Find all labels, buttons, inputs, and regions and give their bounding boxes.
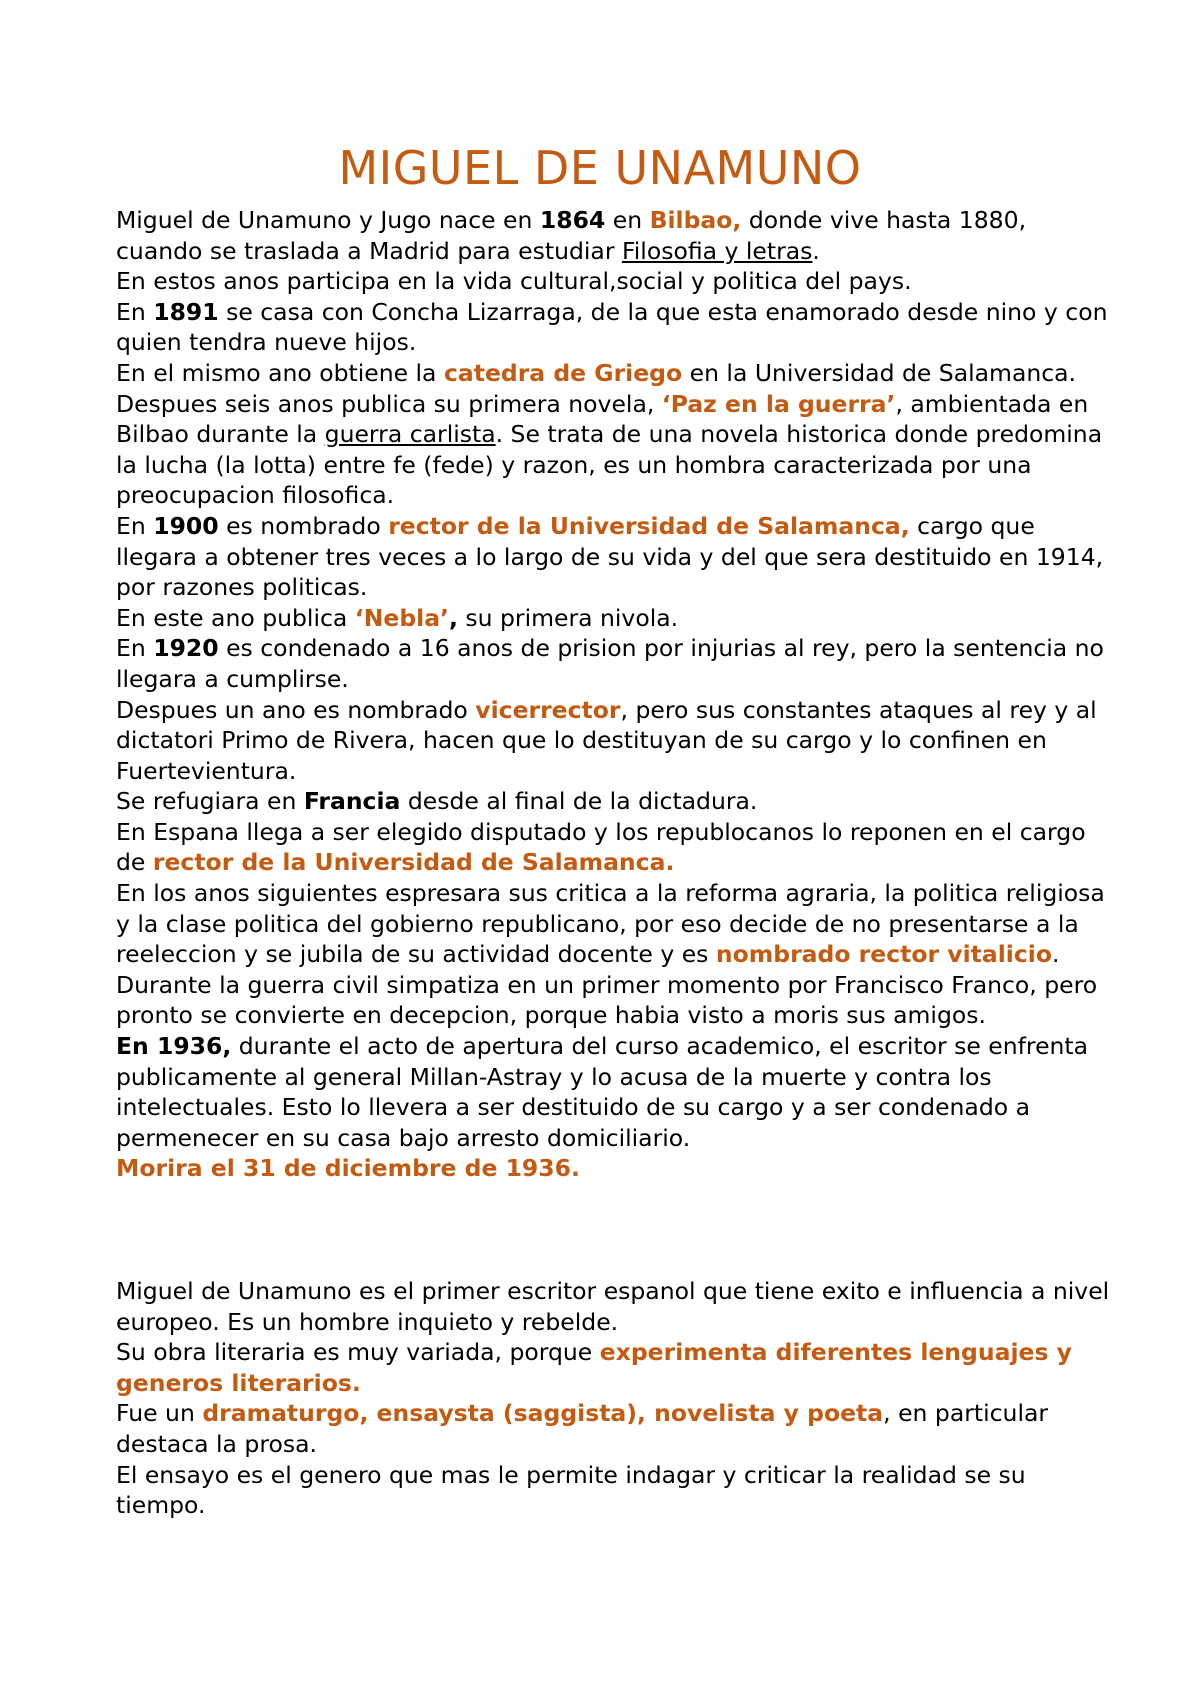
document-body	[116, 205, 1116, 1521]
text-run: , ambientada en Bilbao durante la	[116, 389, 1089, 449]
text-run: En el mismo ano obtiene la	[116, 358, 444, 387]
highlight-text: Bilbao,	[649, 206, 742, 234]
paragraph	[116, 358, 1116, 389]
highlight-text: vicerrector	[475, 695, 621, 724]
text-run: En los anos siguientes espresara sus critica a la reforma agraria, la politica religiosa y la clase politica del gobierno republicano, por eso decide de no presentarse a la reeleccion y se jubila de su actividad docente y es	[116, 879, 1105, 969]
paragraph	[116, 878, 1116, 970]
text-run: durante el acto de apertura del curso academico, el escritor se enfrenta publicamente al general Millan-Astray y lo acusa de la muerte y contra los intelectuales. Esto lo llevera a ser destituido de su cargo y a ser condenado a permenecer en su casa bajo arresto domiciliario.	[116, 1032, 1089, 1152]
text-run: cargo que llegara a obtener tres veces a lo largo de su vida y del que sera destituido en 1914, por razones politicas.	[116, 511, 1104, 602]
highlight-text: ‘Nebla’	[354, 603, 449, 632]
paragraph	[116, 1460, 1116, 1521]
paragraph	[116, 1337, 1116, 1398]
text-run: donde vive hasta 1880, cuando se traslada a Madrid para estudiar	[116, 206, 1027, 265]
highlight-text: Morira el 31 de diciembre de 1936.	[116, 1154, 580, 1183]
text-run: El ensayo es el genero que mas le permite indagar y criticar la realidad se su tiempo.	[116, 1460, 1026, 1520]
paragraph	[116, 786, 1116, 817]
paragraph	[116, 695, 1116, 787]
text-run: en	[605, 206, 650, 234]
bold-text: 1900	[153, 511, 219, 540]
highlight-text: nombrado rector vitalicio	[715, 940, 1052, 969]
paragraph	[116, 1031, 1116, 1153]
text-run: En	[116, 634, 154, 663]
text-run: Fue un	[116, 1399, 203, 1428]
text-run: en la Universidad de Salamanca.	[682, 358, 1077, 387]
text-run: Se refugiara en	[116, 787, 304, 816]
highlight-text: ‘Paz en la guerra’	[661, 389, 896, 418]
paragraph	[116, 633, 1116, 694]
text-run: , en particular destaca la prosa.	[116, 1399, 1049, 1458]
paragraph	[116, 1398, 1116, 1459]
text-run: su primera nivola.	[457, 603, 679, 632]
paragraph	[116, 297, 1116, 358]
text-run: Miguel de Unamuno es el primer escritor espanol que tiene exito e influencia a nivel europeo. Es un hombre inquieto y rebelde.	[116, 1277, 1110, 1336]
paragraph	[116, 1153, 1116, 1184]
paragraph	[116, 511, 1116, 603]
underlined-text: Filosofia y letras	[621, 236, 813, 265]
paragraph	[116, 1276, 1116, 1337]
highlight-text: catedra de Griego	[443, 358, 683, 387]
paragraph	[116, 266, 1116, 297]
text-run: Despues un ano es nombrado	[116, 695, 476, 724]
document-title: MIGUEL DE UNAMUNO	[338, 141, 862, 195]
text-run: .	[1052, 940, 1060, 969]
paragraph	[116, 205, 1116, 266]
text-run: desde al final de la dictadura.	[400, 787, 758, 816]
text-run: Durante la guerra civil simpatiza en un primer momento por Francisco Franco, pero pronto se convierte en decepcion, porque habia visto a moris sus amigos.	[116, 970, 1098, 1030]
bold-text: 1920	[153, 634, 219, 663]
text-run: En	[116, 297, 154, 326]
paragraph	[116, 970, 1116, 1031]
text-run: Despues seis anos publica su primera novela,	[116, 389, 662, 418]
highlight-text: experimenta diferentes lenguajes y generos literarios.	[116, 1338, 1072, 1397]
bold-text: 1891	[153, 297, 219, 326]
text-run: En estos anos participa en la vida cultural,social y politica del pays.	[116, 267, 912, 296]
text-run: es nombrado	[218, 511, 389, 540]
paragraph-spacer	[116, 1184, 1116, 1276]
text-run: Miguel de Unamuno y Jugo nace en	[116, 206, 540, 234]
text-run: se casa con Concha Lizarraga, de la que esta enamorado desde nino y con quien tendra nueve hijos.	[116, 297, 1108, 357]
bold-text: Francia	[303, 787, 401, 816]
highlight-text: rector de la Universidad de Salamanca.	[152, 848, 675, 877]
highlight-text: rector de la Universidad de Salamanca,	[388, 511, 910, 540]
text-run: En Espana llega a ser elegido disputado y los republocanos lo reponen en el cargo de	[116, 817, 1086, 877]
bold-text: En 1936,	[116, 1032, 232, 1061]
bold-text: ,	[448, 603, 458, 632]
highlight-text: dramaturgo, ensaysta (saggista), novelista y poeta	[202, 1399, 884, 1428]
text-run: En este ano publica	[116, 603, 355, 632]
text-run: , pero sus constantes ataques al rey y al dictatori Primo de Rivera, hacen que lo destituyan de su cargo y lo confinen en Fuertevientura.	[116, 695, 1097, 785]
text-run: En	[116, 511, 154, 540]
paragraph	[116, 817, 1116, 878]
text-run: . Se trata de una novela historica donde predomina la lucha (la lotta) entre fe (fede) y razon, es un hombra caracterizada por una preocupacion filosofica.	[116, 420, 1103, 510]
text-run: Su obra literaria es muy variada, porque	[116, 1338, 600, 1367]
text-run: es condenado a 16 anos de prision por injurias al rey, pero la sentencia no llegara a cumplirse.	[116, 634, 1104, 693]
paragraph	[116, 389, 1116, 511]
text-run: .	[812, 236, 820, 265]
underlined-text: guerra carlista	[324, 420, 496, 449]
paragraph	[116, 603, 1116, 634]
bold-text: 1864	[539, 206, 606, 234]
